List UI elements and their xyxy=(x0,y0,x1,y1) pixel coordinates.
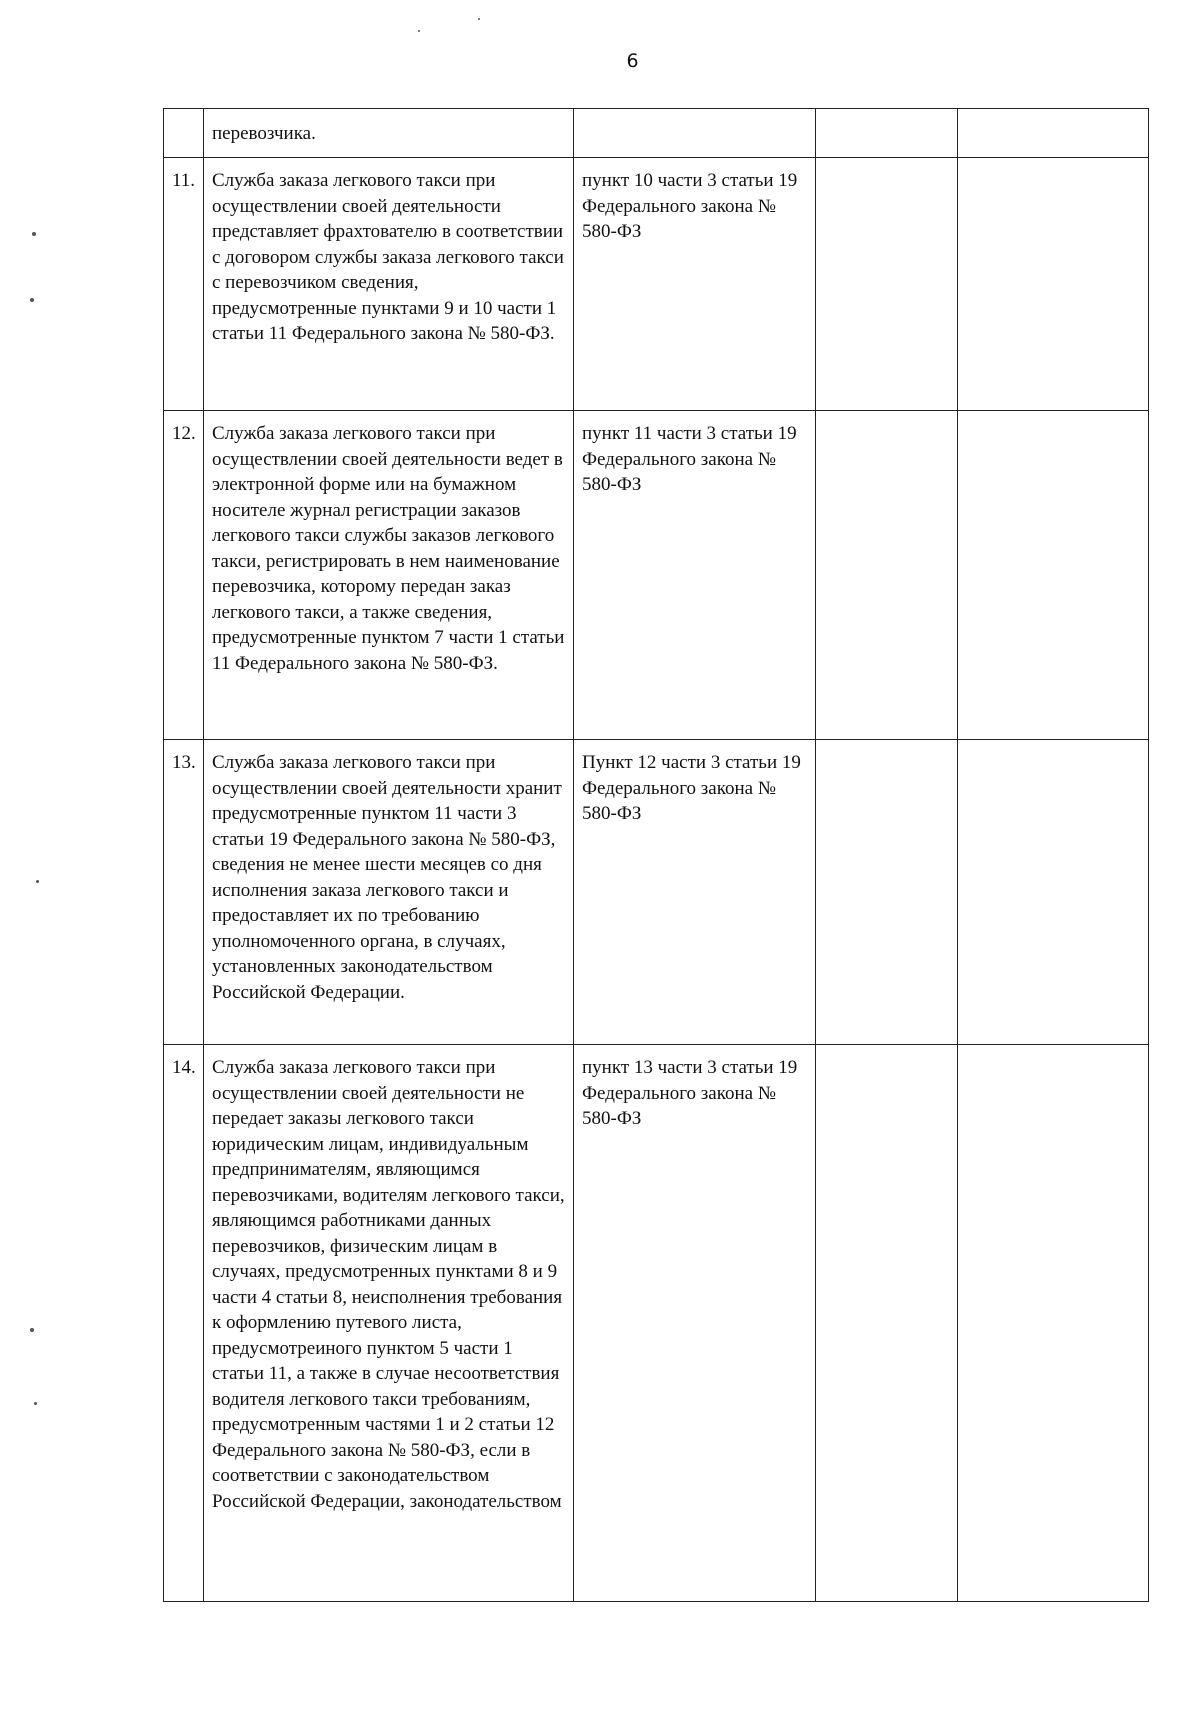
requirement-text: Служба заказа легкового такси при осуществлении своей деятельности не передает заказы легкового такси юридическим лицам, индивидуальным предпринимателям, являющимся перевозчиками, водителям легкового такси, являющимся работниками данных перевозчиков, физическим лицам в случаях, предусмотренных пунктами 8 и 9 части 4 статьи 8, неисполнения требования к оформлению путевого листа, предусмотреиного пунктом 5 части 1 статьи 11, а также в случае несоответствия водителя легкового такси требованиям, предусмотренным частями 1 и 2 статьи 12 Федерального закона № 580-ФЗ, если в соответствии с законодательством Российской Федерации, законодательством xyxy=(204,1045,574,1602)
table-row xyxy=(164,109,1149,158)
table-row xyxy=(164,1045,1149,1602)
empty-cell xyxy=(958,740,1149,1045)
table-row xyxy=(164,411,1149,740)
empty-cell xyxy=(958,411,1149,740)
empty-cell xyxy=(958,109,1149,158)
row-number: 12. xyxy=(164,411,204,740)
requirements-table xyxy=(163,108,1149,1602)
empty-cell xyxy=(816,1045,958,1602)
empty-cell xyxy=(958,158,1149,411)
empty-cell xyxy=(816,109,958,158)
scan-speck xyxy=(478,18,480,20)
requirement-text: перевозчика. xyxy=(204,109,574,158)
legal-reference xyxy=(574,109,816,158)
page-number: 6 xyxy=(626,50,639,72)
table-row xyxy=(164,158,1149,411)
empty-cell xyxy=(816,411,958,740)
empty-cell xyxy=(958,1045,1149,1602)
scan-speck xyxy=(32,232,36,236)
requirement-text: Служба заказа легкового такси при осуществлении своей деятельности ведет в электронной форме или на бумажном носителе журнал регистрации заказов легкового такси службы заказов легкового такси, регистрировать в нем наименование перевозчика, которому передан заказ легкового такси, а также сведения, предусмотренные пунктом 7 части 1 статьи 11 Федерального закона № 580-ФЗ. xyxy=(204,411,574,740)
row-number: 11. xyxy=(164,158,204,411)
scan-speck xyxy=(34,1402,37,1405)
row-number: 14. xyxy=(164,1045,204,1602)
scan-speck xyxy=(30,298,34,302)
requirement-text: Служба заказа легкового такси при осуществлении своей деятельности представляет фрахтователю в соответствии с договором службы заказа легкового такси с перевозчиком сведения, предусмотренные пунктами 9 и 10 части 1 статьи 11 Федерального закона № 580-ФЗ. xyxy=(204,158,574,411)
table-row xyxy=(164,740,1149,1045)
scan-speck xyxy=(418,30,420,32)
requirement-text: Служба заказа легкового такси при осуществлении своей деятельности хранит предусмотренные пунктом 11 части 3 статьи 19 Федерального закона № 580-ФЗ, сведения не менее шести месяцев со дня исполнения заказа легкового такси и предоставляет их по требованию уполномоченного органа, в случаях, установленных законодательством Российской Федерации. xyxy=(204,740,574,1045)
scan-speck xyxy=(30,1328,34,1332)
row-number xyxy=(164,109,204,158)
legal-reference: пункт 11 части 3 статьи 19 Федерального закона № 580-ФЗ xyxy=(574,411,816,740)
legal-reference: пункт 10 части 3 статьи 19 Федерального закона № 580-ФЗ xyxy=(574,158,816,411)
legal-reference: Пункт 12 части 3 статьи 19 Федерального закона № 580-ФЗ xyxy=(574,740,816,1045)
row-number: 13. xyxy=(164,740,204,1045)
legal-reference: пункт 13 части 3 статьи 19 Федерального закона № 580-ФЗ xyxy=(574,1045,816,1602)
scan-speck xyxy=(36,880,39,883)
empty-cell xyxy=(816,158,958,411)
empty-cell xyxy=(816,740,958,1045)
